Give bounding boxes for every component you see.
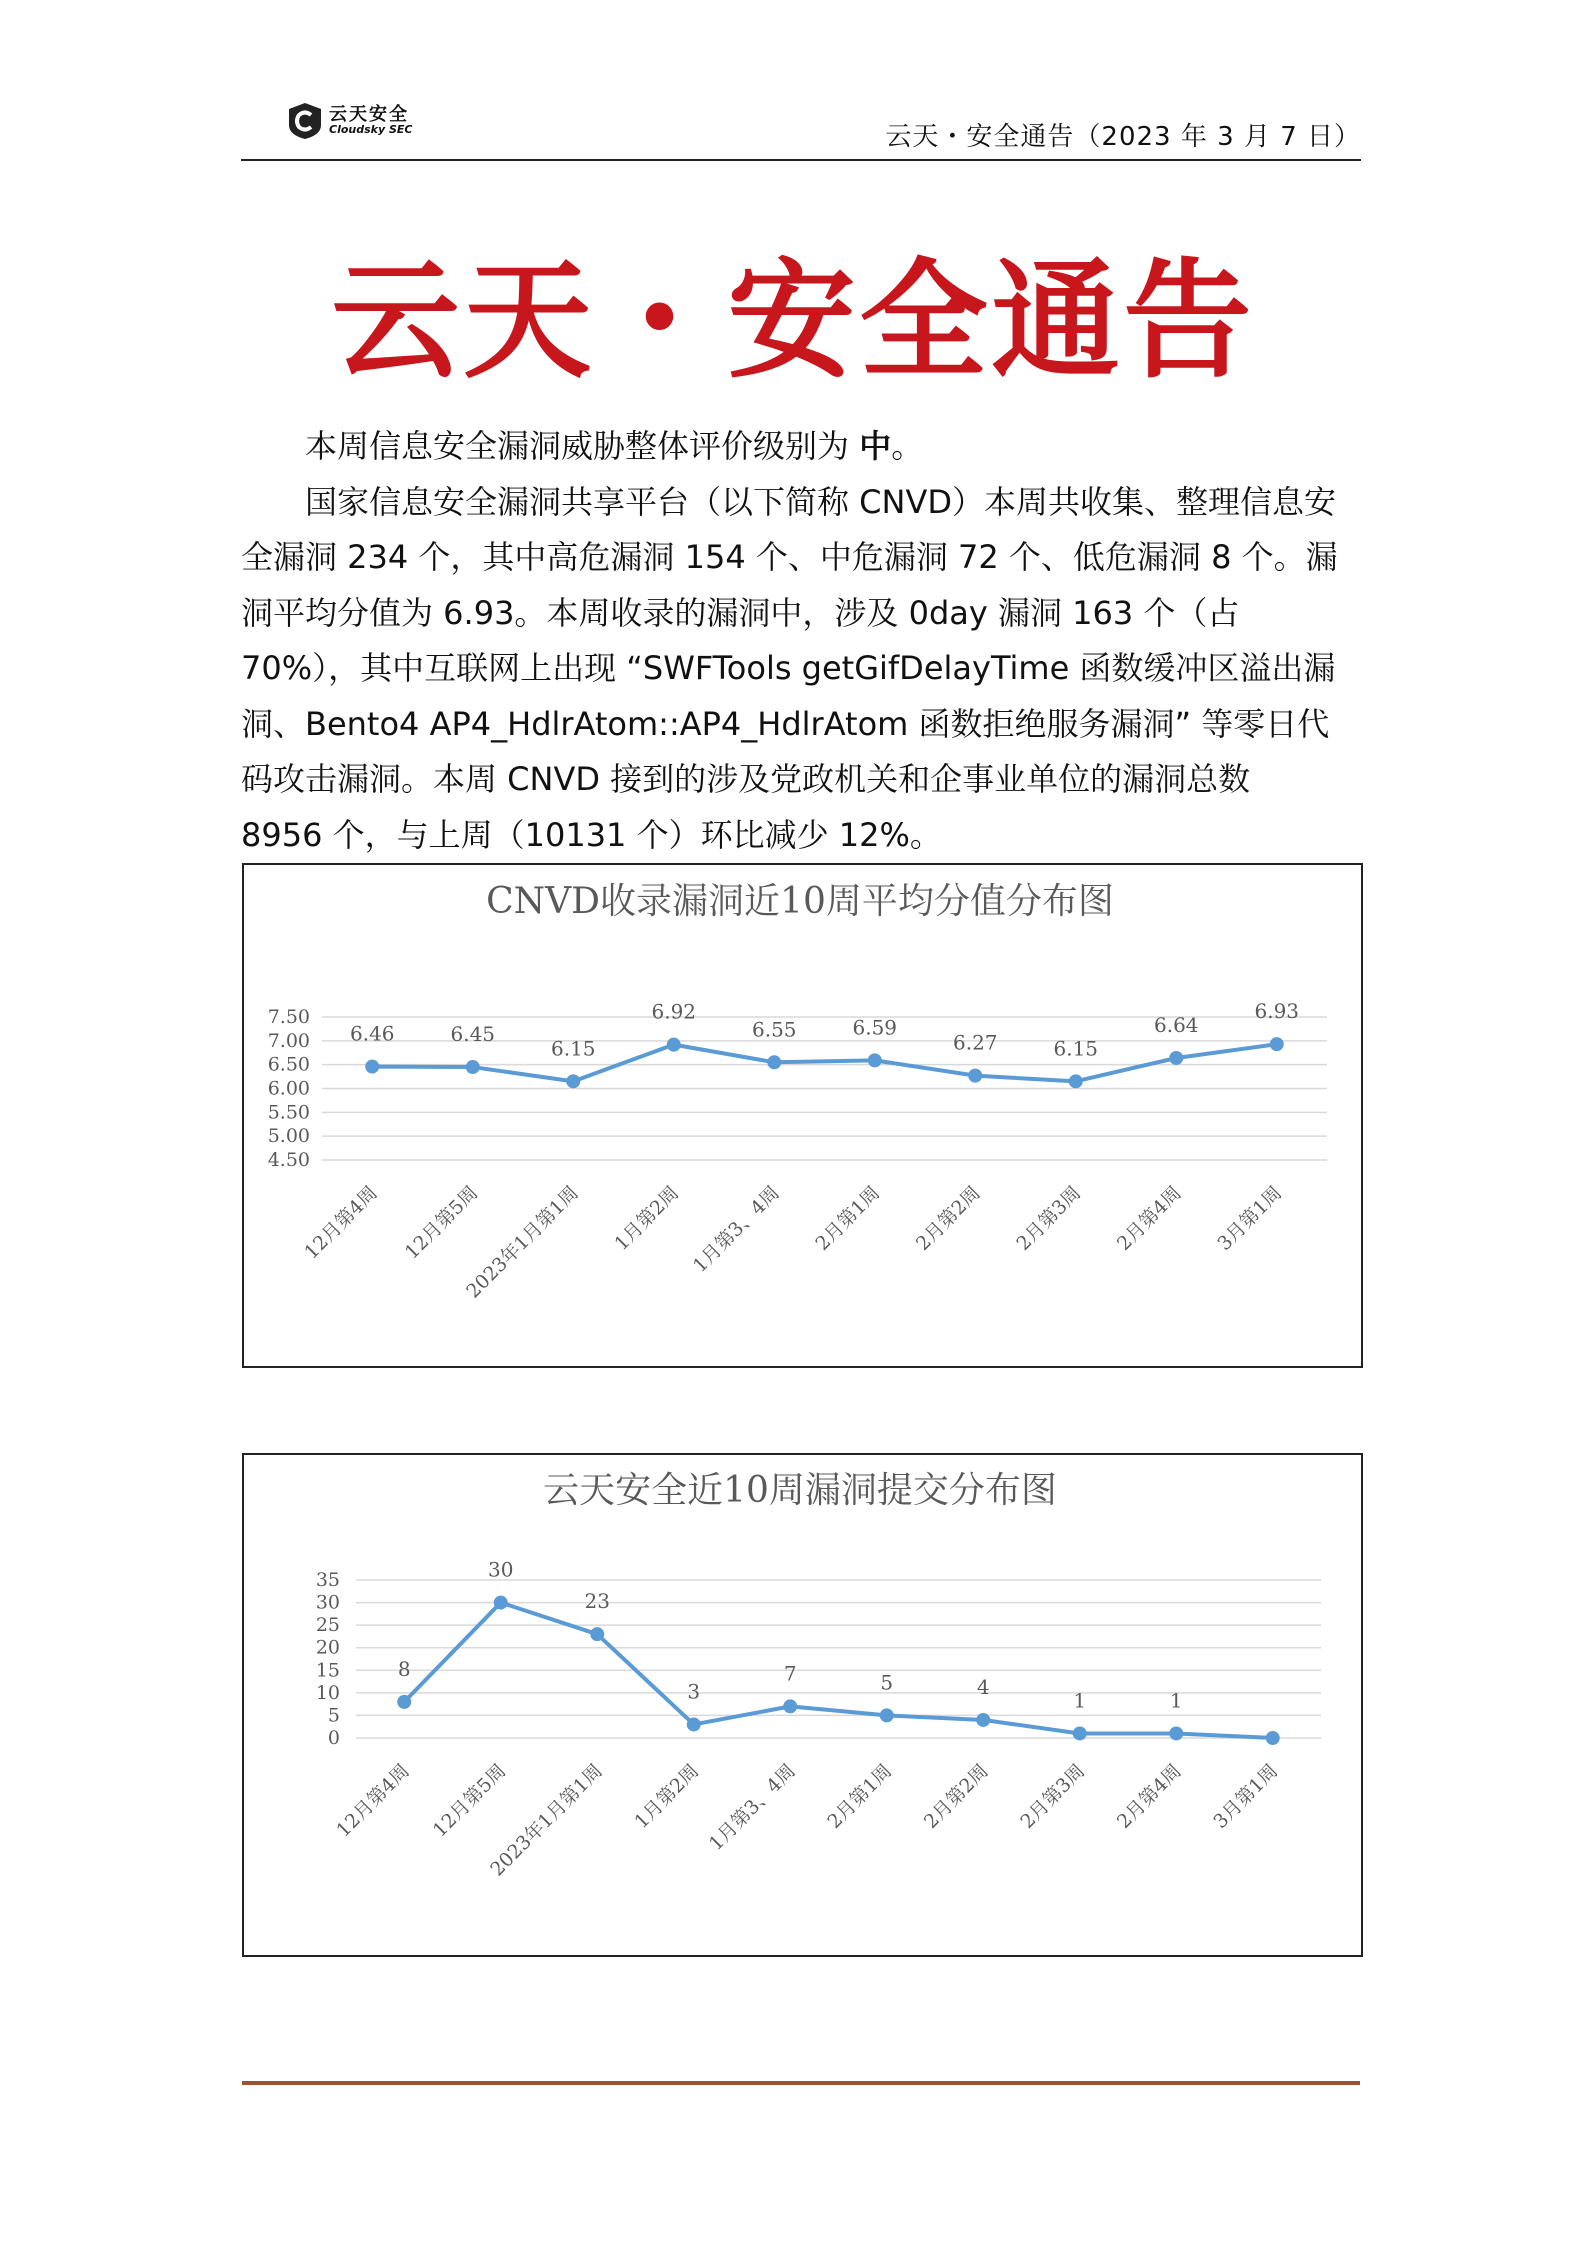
- data-label: 30: [488, 1557, 514, 1582]
- threat-level-value: 中: [859, 427, 892, 465]
- x-tick-label: 1月第3、4周: [688, 1181, 784, 1277]
- chart-submissions-svg: [244, 1455, 1357, 1951]
- data-label: 6.93: [1254, 999, 1300, 1024]
- data-point: [1270, 1037, 1284, 1051]
- data-point: [783, 1699, 797, 1713]
- data-label: 3: [687, 1679, 701, 1704]
- data-point: [868, 1053, 882, 1067]
- x-tick-label: 2月第2周: [911, 1181, 985, 1255]
- data-point: [566, 1074, 580, 1088]
- x-tick-label: 12月第4周: [332, 1759, 414, 1842]
- data-label: 6.59: [852, 1015, 898, 1040]
- header-date-title: 云天・安全通告（2023 年 3 月 7 日）: [885, 122, 1361, 152]
- data-label: 1: [1073, 1688, 1087, 1713]
- threat-level-paragraph: [241, 419, 1341, 475]
- data-point: [1069, 1074, 1083, 1088]
- body-text: [241, 419, 1341, 863]
- data-point: [880, 1708, 894, 1722]
- data-point: [1266, 1731, 1280, 1745]
- x-tick-label: 2月第1周: [823, 1759, 897, 1833]
- y-tick-label: 35: [315, 1569, 340, 1591]
- data-point: [767, 1055, 781, 1069]
- data-point: [397, 1695, 411, 1709]
- y-tick-label: 7.50: [267, 1006, 310, 1028]
- page-title: 云天・安全通告: [331, 246, 1256, 396]
- data-label: 6.46: [349, 1021, 395, 1046]
- cloudsky-logo-icon: [285, 101, 325, 141]
- data-label: 6.92: [651, 999, 697, 1024]
- data-label: 7: [783, 1661, 797, 1686]
- data-point: [976, 1713, 990, 1727]
- x-tick-label: 1月第2周: [630, 1759, 704, 1833]
- y-tick-label: 20: [315, 1636, 340, 1659]
- data-label: 6.15: [1053, 1036, 1099, 1061]
- data-label: 6.15: [550, 1036, 596, 1061]
- x-tick-label: 1月第2周: [610, 1181, 684, 1255]
- x-tick-label: 2月第3周: [1012, 1181, 1086, 1255]
- y-tick-label: 7.00: [267, 1029, 310, 1052]
- y-tick-label: 6.00: [267, 1077, 310, 1100]
- x-tick-label: 2月第4周: [1112, 1181, 1186, 1255]
- data-label: 6.45: [450, 1022, 496, 1047]
- y-tick-label: 30: [315, 1591, 340, 1614]
- threat-level-end: 。: [891, 427, 924, 465]
- data-label: 5: [880, 1670, 894, 1695]
- data-label: 23: [584, 1589, 610, 1614]
- data-point: [365, 1060, 379, 1074]
- x-tick-label: 1月第3、4周: [704, 1759, 800, 1855]
- chart-avg-score: [242, 863, 1363, 1368]
- chart-title: 云天安全近10周漏洞提交分布图: [543, 1470, 1057, 1511]
- x-tick-label: 2月第4周: [1112, 1759, 1186, 1833]
- chart-submissions: [242, 1453, 1363, 1957]
- page-header: [241, 93, 1361, 161]
- y-tick-label: 5: [327, 1704, 340, 1727]
- data-point: [466, 1060, 480, 1074]
- x-tick-label: 2023年1月第1周: [486, 1759, 607, 1881]
- data-point: [1073, 1726, 1087, 1740]
- y-tick-label: 6.50: [267, 1053, 310, 1076]
- y-tick-label: 25: [315, 1614, 340, 1637]
- y-tick-label: 5.00: [267, 1125, 310, 1148]
- threat-level-text: 本周信息安全漏洞威胁整体评价级别为: [305, 427, 860, 465]
- y-tick-label: 0: [327, 1727, 340, 1749]
- data-point: [1169, 1726, 1183, 1740]
- logo-text-en: Cloudsky SEC: [329, 123, 413, 136]
- x-tick-label: 2月第3周: [1016, 1759, 1090, 1833]
- logo-text-cn: 云天安全: [329, 104, 409, 125]
- x-tick-label: 12月第4周: [300, 1181, 382, 1264]
- chart-avg-score-svg: [244, 865, 1357, 1362]
- x-tick-label: 12月第5周: [428, 1759, 511, 1842]
- cnvd-summary-paragraph: 国家信息安全漏洞共享平台（以下简称 CNVD）本周共收集、整理信息安全漏洞 234 个，其中高危漏洞 154 个、中危漏洞 72 个、低危漏洞 8 个。漏洞平均分值为 6.93。本周收录的漏洞中，涉及 0day 漏洞 163 个（占 70%），其中互联网上出现 “SWFTools getGifDelayTime 函数缓冲区溢出漏洞、Bento4 AP4_HdlrAtom::AP4_HdlrAtom 函数拒绝服务漏洞” 等零日代码攻击漏洞。本周 CNVD 接到的涉及党政机关和企事业单位的漏洞总数 8956 个，与上周（10131 个）环比减少 12%。: [241, 482, 1338, 854]
- data-label: 6.55: [751, 1017, 797, 1042]
- data-label: 6.64: [1153, 1012, 1199, 1037]
- chart-title: CNVD收录漏洞近10周平均分值分布图: [486, 881, 1114, 922]
- x-tick-label: 3月第1周: [1209, 1759, 1283, 1833]
- y-tick-label: 10: [315, 1681, 340, 1704]
- data-point: [1169, 1051, 1183, 1065]
- data-label: 8: [397, 1656, 411, 1681]
- data-label: 1: [1169, 1688, 1183, 1713]
- data-point: [968, 1069, 982, 1083]
- footer-divider: [242, 2081, 1360, 2085]
- data-point: [494, 1596, 508, 1610]
- x-tick-label: 3月第1周: [1213, 1181, 1287, 1255]
- y-tick-label: 4.50: [267, 1149, 310, 1171]
- data-point: [667, 1038, 681, 1052]
- data-point: [590, 1627, 604, 1641]
- data-label: 6.27: [952, 1030, 998, 1055]
- x-tick-label: 2月第2周: [919, 1759, 993, 1833]
- data-point: [687, 1717, 701, 1731]
- y-tick-label: 5.50: [267, 1101, 310, 1124]
- x-tick-label: 2023年1月第1周: [462, 1181, 583, 1303]
- x-tick-label: 12月第5周: [400, 1181, 483, 1264]
- data-label: 4: [976, 1674, 990, 1699]
- y-tick-label: 15: [315, 1659, 340, 1682]
- series-line: [372, 1044, 1277, 1081]
- x-tick-label: 2月第1周: [811, 1181, 885, 1255]
